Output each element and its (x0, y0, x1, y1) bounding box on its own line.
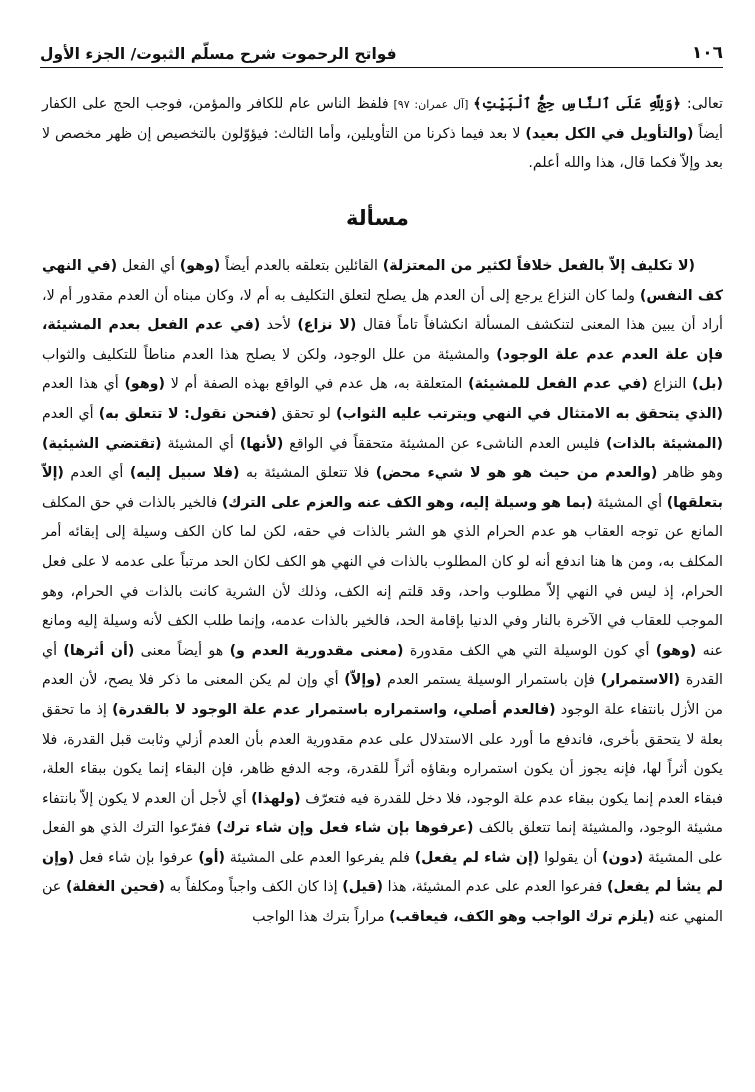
body-text: تعالى: (681, 96, 723, 112)
commentary-text: لو تحقق (276, 405, 336, 422)
commentary-text: فليس العدم الناشىء عن المشيئة متحققاً في الواقع (283, 435, 607, 452)
matn-text: (الذي يتحقق به الامتثال في النهي ويترتب عليه الثواب) (335, 405, 723, 422)
body-text: لا بعد فيما ذكرنا من التأويلين، وأما الثالث: فيؤوّلون بالتخصيص إن ظهر مخصص لا بعد وإلاّ فكما قال، هذا والله أعلم. (42, 125, 723, 172)
commentary-text: أي المشيئة (592, 494, 667, 511)
matn-text: (فحين الغفلة) (65, 879, 165, 896)
matn-text: (قيل) (342, 879, 383, 896)
quran-verse: وَلِلَّهِ عَلَى ٱلنَّاسِ حِجُّ ٱلْبَيْتِ (481, 96, 673, 112)
commentary-text: وهو ظاهر (657, 465, 723, 482)
commentary-text: أي لأجل أن العدم لا يكون إلاّ بانتفاء مشيئة الوجود، والمشيئة إنما تتعلق بالكف (42, 790, 723, 837)
section-heading: مسألة (346, 206, 409, 230)
commentary-text: مراراً بترك هذا الواجب (252, 909, 390, 926)
matn-text: (تقتضي الشيئية) (42, 435, 162, 452)
matn-text: (إن شاء لم يفعل) (414, 849, 540, 866)
matn-text: (في النهي كف النفس) (42, 258, 723, 304)
running-header (40, 36, 723, 68)
commentary-text: أي المشيئة (161, 435, 240, 452)
commentary-text: أي القدرة (42, 642, 723, 689)
matn-text: (فالعدم أصلي، واستمراره باستمرار عدم علة الوجود لا بالقدرة) (112, 701, 556, 718)
commentary-text: عن المنهي عنه (42, 879, 723, 926)
commentary-text: أن يقولوا (539, 849, 603, 866)
quran-bracket-close: ﴾ (473, 96, 482, 112)
matn-text: (يلزم ترك الواجب وهو الكف، فيعاقب) (389, 909, 655, 926)
commentary-text: القائلين بتعلقه بالعدم أيضاً (220, 258, 383, 274)
matn-text: (وإن لم يشأ لم يفعل) (42, 849, 723, 896)
matn-text: (لا تكليف إلاّ بالفعل خلافاً لكثير من المعتزلة) (382, 258, 695, 274)
commentary-text: أي الفعل (117, 258, 180, 274)
commentary-text: فلا تتعلق المشيئة به (239, 465, 376, 482)
matn-text: (لأنها) (239, 435, 284, 452)
commentary-text: أي وإن لم يكن المعنى ما ذكر فلا يصح، لأن العدم من الأزل بانتفاء علة الوجود (42, 672, 723, 718)
matn-text: (دون) (602, 849, 644, 866)
matn-text: (وهو) (179, 258, 221, 274)
matn-text: (فلا سبيل إليه) (129, 465, 240, 482)
matn-text: (لا نزاع) (297, 317, 357, 334)
matn-text: (أن أثرها) (63, 642, 135, 659)
matn-text: (ولهذا) (251, 790, 301, 807)
commentary-text: فإن باستمرار الوسيلة يستمر العدم (381, 672, 601, 689)
continuation-paragraph (42, 90, 723, 179)
matn-text: (الاستمرار) (600, 672, 681, 689)
matn-text: (أو) (198, 849, 225, 866)
body-text: فلفظ الناس عام للكافر والمؤمن، فوجب الحج على الكفار أيضاً (42, 96, 724, 142)
main-paragraph (42, 252, 723, 933)
matn-text: (إلاّ بتعلقها) (42, 465, 724, 511)
matn-text: (بما هو وسيلة إليه، وهو الكف عنه والعزم على الترك) (221, 494, 593, 511)
commentary-text: فالخير بالذات في حق المكلف المانع عن توجه العقاب هو عدم الحرام الذي هو الشر بالذات في حقه، لكن لما كان الكف وسيلة إلى إبقائه أمر المكلف به، ومن ها هنا اندفع أنه لو كان المطلوب بالذات في النهي هو الكف لكان الحد مرتباً على عدمه لا على فعل الحرام، إذ ليس في النهي إلاّ مطلوب واحد، وقد قلتم إنه الكف، وذلك لأن الشرية كانت بالذات في الحرام، وهو الموجب للعقاب في الآخرة بالنار وفي الدنيا بإقامة الحد، فالخير بالذات عدمه، وإنما طلب الكف لأنه وسيلة إليه ومانع عنه (42, 494, 723, 659)
commentary-text: النزاع (647, 376, 693, 393)
commentary-text: أي العدم (63, 465, 130, 482)
book-title: فواتح الرحموت شرح مسلّم الثبوت/ الجزء الأول (40, 45, 397, 63)
matn-text: (عرفوها بإن شاء فعل وإن شاء ترك) (216, 820, 474, 837)
matn-text: (والعدم من حيث هو هو لا شيء محض) (375, 465, 658, 482)
matn-text: (وهو) (124, 376, 165, 393)
commentary-text: المتعلقة به، هل عدم في الواقع بهذه الصفة أم لا (164, 376, 469, 393)
matn-text: (المشيئة بالذات) (606, 435, 723, 452)
commentary-text: إذا كان الكف واجباً ومكلفاً به (164, 879, 343, 896)
matn-text: (معنى مقدورية العدم و) (229, 642, 404, 659)
matn-text: (وهو) (655, 642, 697, 659)
matn-text: (في عدم الفعل بعدم المشيئة، فإن علة العدم عدم علة الوجود) (42, 317, 723, 363)
commentary-text: ولما كان النزاع يرجع إلى أن العدم هل يصلح لتعلق التكليف به أم لا، وكان مبناه أن العدم مقدور أم لا، أراد أن يبين هذا المعنى لتنكشف المسألة انكشافاً تاماً فقال (42, 287, 723, 334)
commentary-text: لأحد (260, 317, 298, 334)
commentary-text: فلم يفرعوا العدم على المشيئة (224, 849, 415, 866)
commentary-text: أي العدم (42, 405, 99, 422)
verse-reference: [آل عمران: ٩٧] (388, 98, 474, 111)
commentary-text: أي كون الوسيلة التي هي الكف مقدورة (403, 642, 656, 659)
matn-text: (والتأويل في الكل بعيد) (525, 125, 694, 142)
commentary-text: أي هذا العدم (42, 376, 125, 393)
commentary-text: عرفوا بإن شاء فعل (74, 849, 199, 866)
matn-text: (بل) (692, 376, 723, 393)
commentary-text: إذ ما تحقق بعلة لا يتحقق بأخرى، فاندفع ما أورد على الاستدلال على عدم مقدورية العدم بأن العدم أزلي وثابت قبل القدرة، فلا يكون أثراً لها، فإنه يجوز أن يكون استمراره وبقاؤه أثراً للقدرة، وجه الدفع ظاهر، فإن البقاء إنما يكون ببقاء العلة، فبقاء العدم إنما يكون ببقاء عدم علة الوجود، فلا دخل للقدرة فيه فتعرّف (42, 701, 723, 807)
page-number: ١٠٦ (691, 43, 723, 63)
commentary-text: ففرّعوا الترك الذي هو الفعل على المشيئة (42, 820, 723, 866)
matn-text: (في عدم الفعل للمشيئة) (468, 376, 648, 393)
commentary-text: ففرعوا العدم على عدم المشيئة، هذا (383, 879, 607, 896)
commentary-text: هو أيضاً معنى (134, 642, 230, 659)
commentary-text: والمشيئة من علل الوجود، ولكن لا يصلح هذا العدم مناطاً للتكليف والثواب (42, 346, 497, 363)
quran-bracket-open: ﴿ (672, 96, 682, 112)
matn-text: (وإلاّ) (344, 672, 382, 689)
matn-text: (فنحن نقول: لا تتعلق به) (98, 405, 277, 422)
